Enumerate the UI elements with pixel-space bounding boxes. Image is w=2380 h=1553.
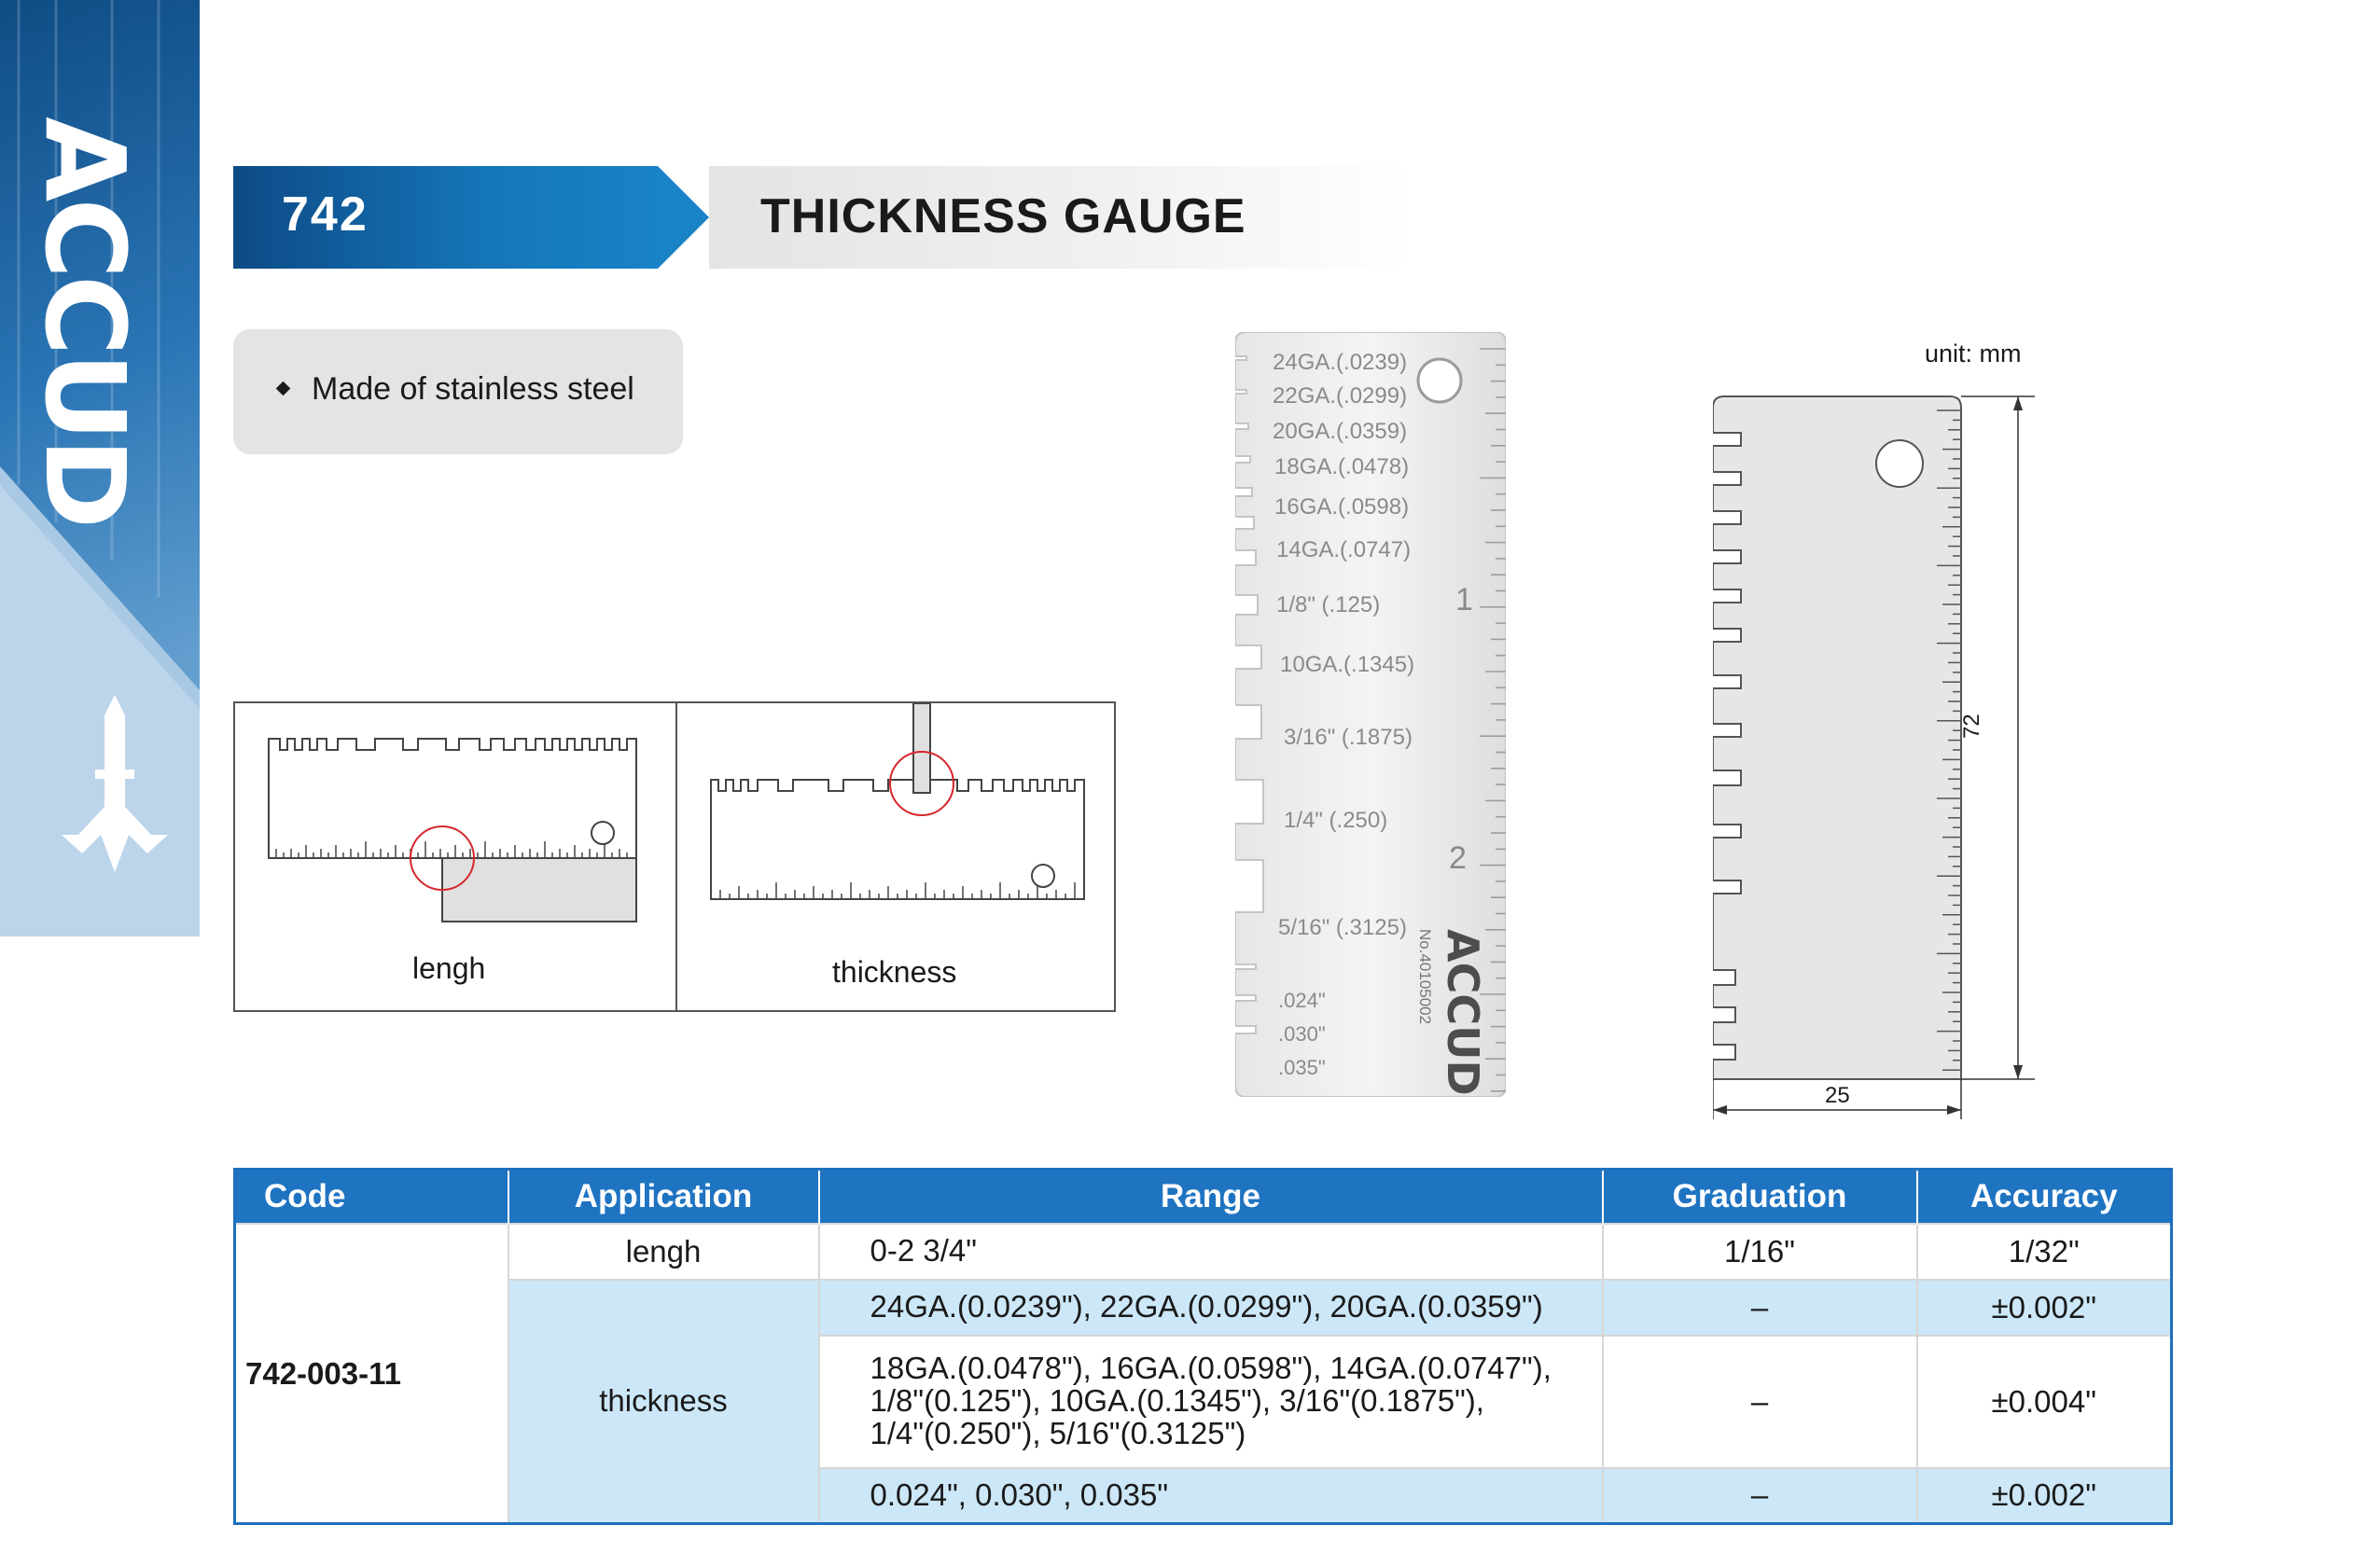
gauge-label: 22GA.(.0299) <box>1273 383 1408 409</box>
header-graduation: Graduation <box>1603 1170 1917 1225</box>
gauge-photo-image <box>1235 332 1506 1097</box>
brand-logo: ACCUD <box>21 117 149 526</box>
accuracy-cell: ±0.002" <box>1917 1468 2172 1524</box>
graduation-cell: – <box>1603 1468 1917 1524</box>
application-cell: thickness <box>508 1280 819 1524</box>
gauge-scale-number: 1 <box>1455 582 1473 617</box>
graduation-cell: – <box>1603 1280 1917 1336</box>
product-code: 742 <box>282 187 369 242</box>
header-arrow <box>658 166 709 269</box>
gauge-label: 18GA.(.0478) <box>1274 454 1410 479</box>
gauge-model-number: No.40105002 <box>1416 929 1434 1025</box>
graduation-cell: – <box>1603 1336 1917 1468</box>
graduation-cell: 1/16" <box>1603 1224 1917 1280</box>
unit-label: unit: mm <box>1925 340 2022 367</box>
gauge-scale-number: 2 <box>1449 840 1467 876</box>
feature-box <box>233 329 683 454</box>
height-dimension: 72 <box>1959 714 1984 739</box>
accuracy-cell: ±0.002" <box>1917 1280 2172 1336</box>
range-cell <box>819 1336 1603 1468</box>
gauge-label: 3/16" (.1875) <box>1284 725 1413 750</box>
gauge-label: 20GA.(.0359) <box>1273 419 1408 444</box>
dimension-drawing <box>1713 336 2058 1152</box>
brand-emblem-icon <box>54 695 175 872</box>
header-range: Range <box>819 1170 1603 1225</box>
bullet-icon <box>276 381 291 396</box>
header-accuracy: Accuracy <box>1917 1170 2172 1225</box>
gauge-label: 1/4" (.250) <box>1284 808 1388 833</box>
page-title: THICKNESS GAUGE <box>760 189 1246 243</box>
width-dimension: 25 <box>1825 1083 1850 1108</box>
usage-thickness-label: thickness <box>832 955 957 989</box>
feature-item: Made of stainless steel <box>312 371 634 407</box>
gauge-label: 14GA.(.0747) <box>1276 537 1412 562</box>
header-application: Application <box>508 1170 819 1225</box>
table-row <box>235 1280 2172 1336</box>
application-cell: lengh <box>508 1224 819 1280</box>
gauge-label: 24GA.(.0239) <box>1273 350 1408 375</box>
gauge-label: 16GA.(.0598) <box>1274 494 1410 520</box>
accuracy-cell: 1/32" <box>1917 1224 2172 1280</box>
header-banner <box>233 166 1409 269</box>
usage-diagrams <box>233 701 1116 1012</box>
gauge-label: 5/16" (.3125) <box>1278 915 1407 940</box>
range-line: 0.024", 0.030", 0.035" <box>870 1477 1169 1512</box>
range-line: 1/8"(0.125"), 10GA.(0.1345"), 3/16"(0.1875"), <box>870 1383 1484 1419</box>
gauge-label: 1/8" (.125) <box>1276 592 1381 617</box>
code-cell: 742-003-11 <box>235 1224 508 1524</box>
accuracy-cell: ±0.004" <box>1917 1336 2172 1468</box>
brand-strip <box>0 0 200 936</box>
table-row <box>235 1224 2172 1280</box>
range-line: 24GA.(0.0239"), 22GA.(0.0299"), 20GA.(0.0359") <box>870 1289 1543 1324</box>
gauge-label: .024" <box>1278 989 1326 1012</box>
table-header-row <box>235 1170 2172 1225</box>
dimension-drawing-image <box>1713 336 2058 1147</box>
range-line: 18GA.(0.0478"), 16GA.(0.0598"), 14GA.(0.0747"), <box>870 1351 1552 1386</box>
range-cell <box>819 1468 1603 1524</box>
gauge-photo <box>1235 332 1506 1102</box>
gauge-label: .035" <box>1278 1056 1326 1079</box>
usage-length-diagram <box>235 703 1114 1010</box>
spec-table <box>233 1168 2173 1525</box>
usage-length-label: lengh <box>412 951 486 985</box>
range-cell <box>819 1280 1603 1336</box>
gauge-brand: ACCUD <box>1438 929 1488 1096</box>
range-line: 1/4"(0.250"), 5/16"(0.3125") <box>870 1416 1246 1451</box>
gauge-label: .030" <box>1278 1022 1326 1046</box>
header-code: Code <box>235 1170 508 1225</box>
range-cell: 0-2 3/4" <box>819 1224 1603 1280</box>
gauge-label: 10GA.(.1345) <box>1280 652 1415 677</box>
